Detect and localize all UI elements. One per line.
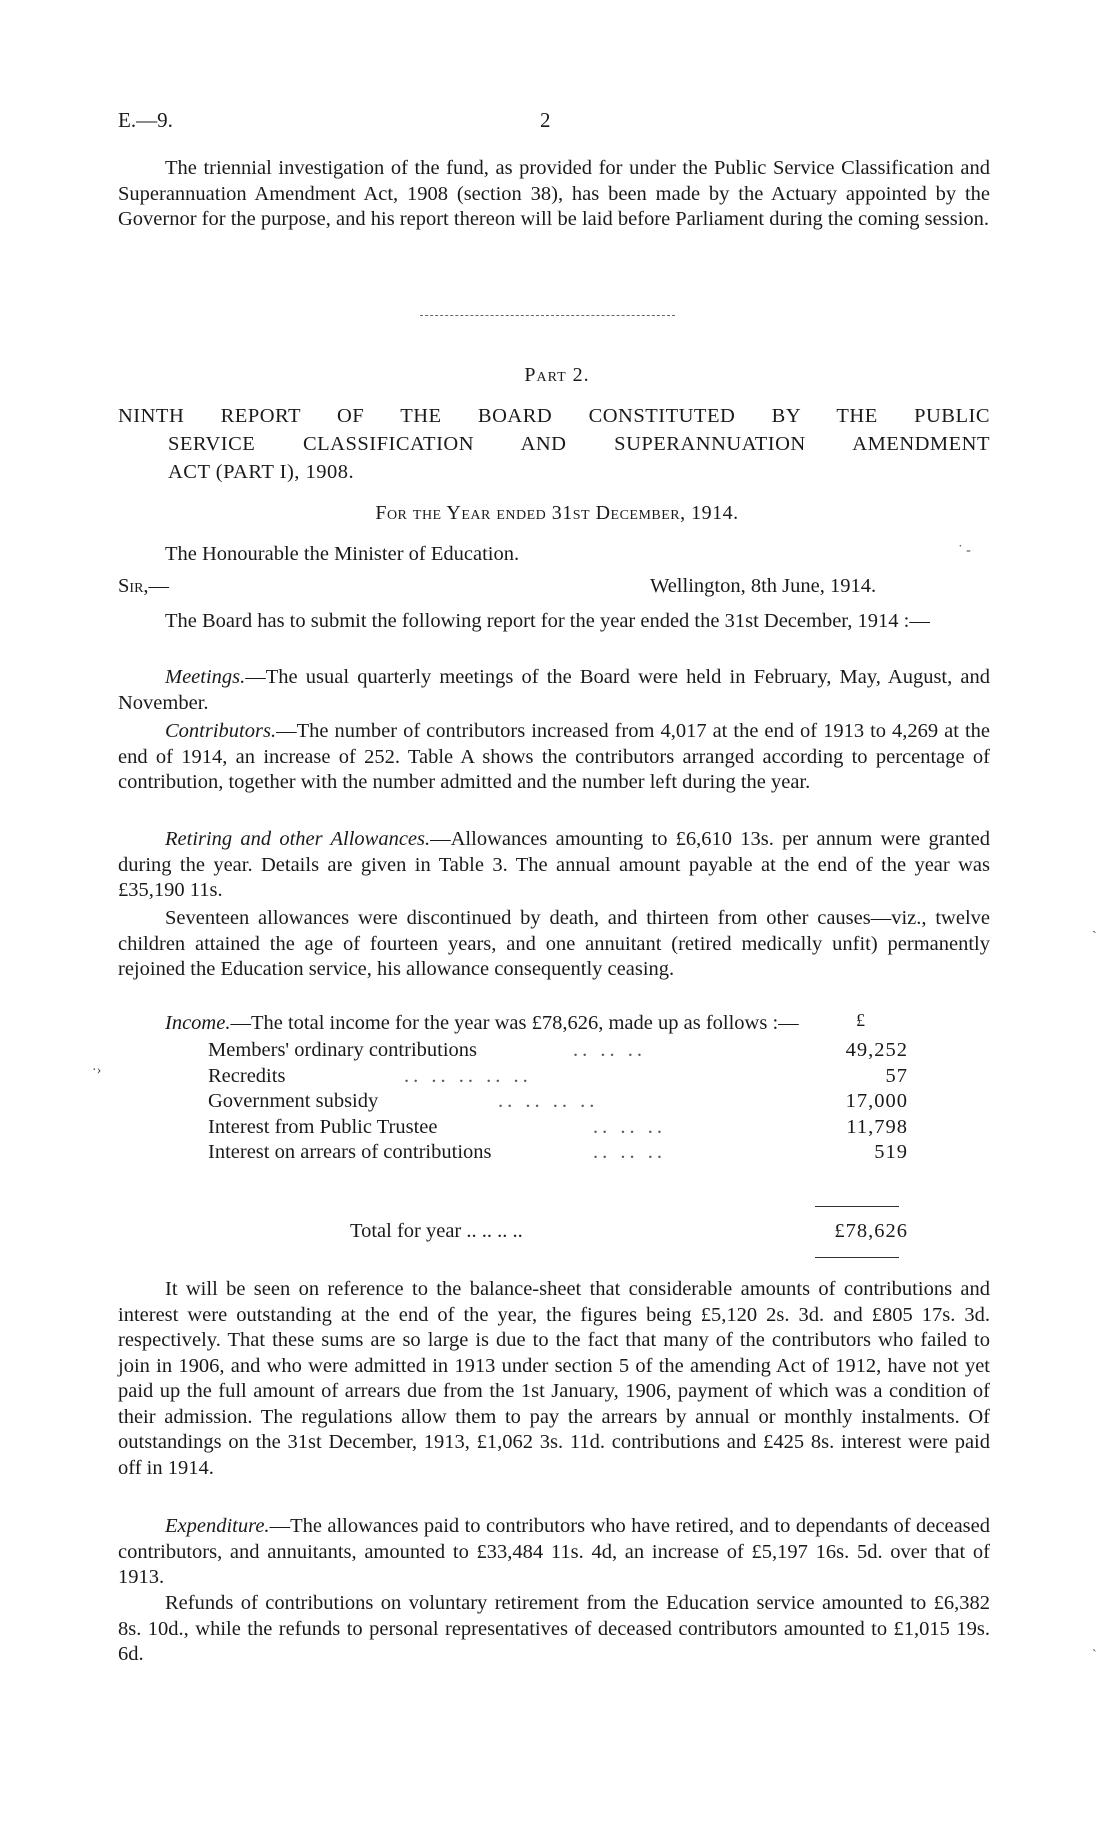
income-row-value: 49,252: [845, 1039, 908, 1061]
expenditure-text: —The allowances paid to contributors who have retired, and to dependants of deceased contributors, and annuitants, amounted to £33,484 11s. 4d, an increase of £5,197 16s. 5d. over that of 1913.: [118, 1515, 990, 1588]
letter-dateline: Wellington, 8th June, 1914.: [650, 575, 877, 597]
income-row-value: 519: [874, 1141, 908, 1163]
leader-dots: .. .. ..: [593, 1115, 666, 1138]
total-value: £78,626: [834, 1220, 908, 1242]
meetings-heading: Meetings.: [165, 666, 246, 688]
meetings-text: —The usual quarterly meetings of the Board were held in February, May, August, and November.: [118, 666, 990, 714]
income-row-label: Interest from Public Trustee: [208, 1115, 438, 1138]
income-text: —The total income for the year was £78,626, made up as follows :—: [230, 1012, 799, 1034]
intro-paragraph: The triennial investigation of the fund, as provided for under the Public Service Classification and Superannuation Amendment Act, 1908 (section 38), has been made by the Actuary appointed by the Governor for the purpose, and his report thereon will be laid before Parliament during the coming session.: [118, 157, 990, 230]
income-row: [208, 1065, 908, 1091]
income-heading: Income.: [165, 1012, 231, 1034]
discontinued-paragraph: Seventeen allowances were discontinued by death, and thirteen from other causes—viz., twelve children attained the age of fourteen years, and one annuitant (retired medically unfit) permanently rejoined the Education service, his allowance consequently ceasing.: [118, 907, 990, 980]
currency-column-header: £: [856, 1010, 865, 1030]
leader-dots: .. .. .. ..: [498, 1090, 599, 1112]
income-row: [208, 1141, 908, 1167]
expenditure-paragraph: [118, 1514, 990, 1591]
meetings-paragraph: [118, 665, 990, 716]
report-title: [118, 402, 990, 486]
subtotal-rule: [815, 1206, 899, 1207]
report-title-line: SERVICE CLASSIFICATION AND SUPERANNUATION AMENDMENT: [168, 433, 990, 455]
income-row-label: Interest on arrears of contributions: [208, 1141, 492, 1163]
contributors-heading: Contributors.: [165, 720, 277, 742]
income-total-row: [208, 1220, 908, 1246]
income-row-label: Recredits: [208, 1064, 286, 1087]
income-row-label: Members' ordinary contributions: [208, 1039, 478, 1061]
total-rule: [815, 1257, 899, 1258]
income-row-value: 11,798: [846, 1115, 908, 1138]
refunds-paragraph: Refunds of contributions on voluntary retirement from the Education service amounted to £6,382 8s. 10d., while the refunds to personal representatives of deceased contributors amounted to £1,015 19s. 6d.: [118, 1592, 990, 1665]
income-row-value: 17,000: [845, 1090, 908, 1112]
scan-mark: ·›: [92, 1063, 102, 1078]
letter-salutation: Sir,—: [118, 575, 170, 597]
leader-dots: .. .. .. .. ..: [404, 1064, 532, 1087]
allowances-heading: Retiring and other Allowances.: [165, 828, 431, 850]
section-divider: [420, 315, 675, 316]
scan-mark: ˎ: [1092, 919, 1097, 934]
income-row: [208, 1090, 908, 1116]
contributors-text: —The number of contributors increased from 4,017 at the end of 1913 to 4,269 at the end of 1914, an increase of 252. Table A shows the contributors arranged according to percentage of contribution, together with the number admitted and the number left during the year.: [118, 720, 990, 793]
scan-mark: ˙ -: [958, 543, 971, 558]
income-row: [208, 1116, 908, 1142]
income-row: [208, 1039, 908, 1065]
report-title-line: ACT (PART I), 1908.: [168, 461, 355, 483]
document-reference: E.—9.: [118, 108, 173, 132]
outstanding-paragraph: It will be seen on reference to the balance-sheet that considerable amounts of contributions and interest were outstanding at the end of the year, the figures being £5,120 2s. 3d. and £805 17s. 3d. respectively. That these sums are so large is due to the fact that many of the contributors who failed to join in 1906, and who were admitted in 1913 under section 5 of the amending Act of 1912, have not yet paid up the full amount of arrears due from the 1st January, 1906, payment of which was a condition of their admission. The regulations allow them to pay the arrears by annual or monthly instalments. Of outstandings on the 31st December, 1913, £1,062 3s. 11d. contributions and £425 8s. interest were paid off in 1914.: [118, 1278, 990, 1479]
income-row-label: Government subsidy: [208, 1090, 379, 1112]
allowances-paragraph: [118, 827, 990, 904]
page-number: 2: [540, 108, 551, 132]
report-period: For the Year ended 31st December, 1914.: [375, 502, 739, 524]
expenditure-heading: Expenditure.: [165, 1515, 270, 1537]
contributors-paragraph: [118, 719, 990, 796]
allowances-text: —Allowances amounting to £6,610 13s. per annum were granted during the year. Details are given in Table 3. The annual amount payable at the end of the year was £35,190 11s.: [118, 828, 990, 901]
total-label: Total for year .. .. .. ..: [350, 1220, 523, 1242]
income-row-value: 57: [885, 1064, 908, 1087]
income-table: [208, 1039, 908, 1167]
letter-opening: The Board has to submit the following report for the year ended the 31st December, 1914 :—: [165, 610, 930, 632]
letter-addressee: The Honourable the Minister of Education.: [165, 543, 520, 565]
leader-dots: .. .. ..: [593, 1141, 666, 1163]
part-heading: Part 2.: [524, 364, 590, 386]
report-title-line: NINTH REPORT OF THE BOARD CONSTITUTED BY THE PUBLIC: [118, 405, 990, 427]
scan-mark: ˴: [1092, 1642, 1097, 1657]
leader-dots: .. .. ..: [573, 1039, 646, 1061]
